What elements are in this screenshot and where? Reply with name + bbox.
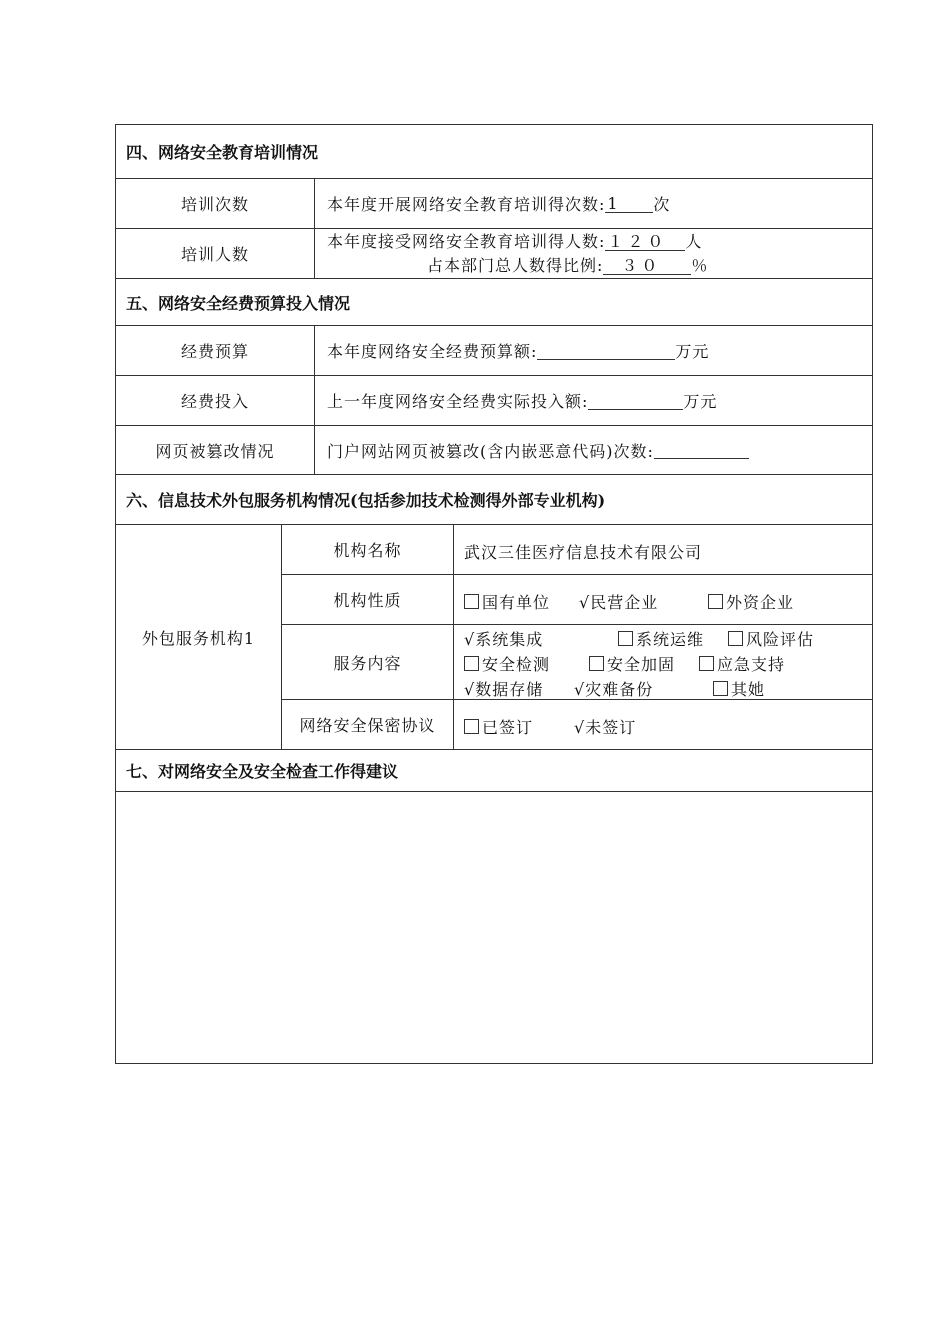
tamper-blank [654, 441, 749, 459]
option-label: √民营企业 [579, 593, 659, 612]
budget-blank [537, 342, 675, 360]
option-label: √数据存储 [464, 680, 544, 699]
nda-label: 网络安全保密协议 [299, 716, 436, 735]
checkbox-icon [464, 594, 479, 609]
training-count-text: 本年度开展网络安全教育培训得次数: [327, 195, 606, 214]
option-label: √系统集成 [464, 630, 544, 649]
invest-unit: 万元 [683, 392, 718, 411]
invest-blank [588, 392, 683, 410]
training-people-unit: 人 [685, 231, 703, 251]
nda-signed-option[interactable] [464, 715, 533, 738]
org-nature-label: 机构性质 [333, 591, 402, 610]
service-ops-option[interactable] [618, 627, 704, 650]
option-label: 外资企业 [726, 593, 795, 612]
option-label: 已签订 [482, 718, 534, 737]
checkbox-icon [464, 656, 479, 671]
org-name-label: 机构名称 [333, 541, 402, 560]
budget-unit: 万元 [675, 342, 710, 361]
option-label: 系统运维 [636, 630, 705, 649]
option-label: 风险评估 [746, 630, 815, 649]
nature-state-option[interactable] [464, 590, 550, 613]
tamper-label: 网页被篡改情况 [116, 426, 315, 474]
checkbox-icon [728, 631, 743, 646]
outsourcing-block [116, 525, 872, 750]
org-name-value: 武汉三佳医疗信息技术有限公司 [464, 543, 703, 562]
section4-title: 四、网络安全教育培训情况 [126, 143, 319, 162]
checkbox-icon [618, 631, 633, 646]
option-label: 其她 [731, 680, 766, 699]
suggestions-area[interactable] [116, 792, 872, 1063]
service-detect-option[interactable] [464, 652, 550, 675]
section7-title: 七、对网络安全及安全检查工作得建议 [126, 762, 399, 781]
nature-foreign-option[interactable] [708, 590, 794, 613]
tamper-row [116, 426, 872, 475]
section5-title: 五、网络安全经费预算投入情况 [126, 293, 351, 313]
training-people-value-cell [315, 229, 872, 278]
divider [453, 525, 454, 749]
tamper-text: 门户网站网页被篡改(含内嵌恶意代码)次数: [327, 441, 654, 461]
training-people-label: 培训人数 [116, 229, 315, 278]
training-ratio-text: 占本部门总人数得比例: [427, 255, 604, 275]
training-ratio-unit: ％ [691, 255, 709, 275]
invest-value-cell [315, 376, 872, 425]
budget-label: 经费预算 [116, 326, 315, 375]
service-risk-option[interactable] [728, 627, 814, 650]
checkbox-icon [713, 681, 728, 696]
tamper-value-cell [315, 426, 872, 474]
budget-row [116, 326, 872, 376]
option-label: 安全检测 [482, 655, 551, 674]
checkbox-icon [708, 594, 723, 609]
service-storage-option[interactable] [464, 677, 543, 700]
checkbox-icon [464, 719, 479, 734]
org-label: 外包服务机构1 [141, 628, 256, 648]
training-people-line1 [327, 230, 702, 254]
invest-row [116, 376, 872, 426]
training-people-value: １２０ [605, 233, 685, 251]
training-count-value-cell [315, 179, 872, 228]
service-backup-option[interactable] [574, 677, 653, 700]
service-other-option[interactable] [713, 677, 765, 700]
section7-header [116, 750, 872, 792]
service-label: 服务内容 [333, 653, 402, 673]
service-integration-option[interactable] [464, 627, 543, 650]
budget-value-cell [315, 326, 872, 375]
training-count-unit: 次 [653, 195, 671, 214]
training-people-row [116, 229, 872, 279]
checkbox-icon [589, 656, 604, 671]
section4-header [116, 125, 872, 179]
security-report-table [115, 124, 873, 1064]
invest-text: 上一年度网络安全经费实际投入额: [327, 392, 589, 411]
nature-private-option[interactable] [579, 590, 658, 613]
section5-header [116, 279, 872, 326]
training-count-row [116, 179, 872, 229]
training-count-label: 培训次数 [116, 179, 315, 228]
option-label: √灾难备份 [574, 680, 654, 699]
service-harden-option[interactable] [589, 652, 675, 675]
option-label: 应急支持 [717, 655, 786, 674]
budget-text: 本年度网络安全经费预算额: [327, 342, 538, 361]
nda-unsigned-option[interactable] [574, 715, 636, 738]
training-ratio-value: ３０ [603, 257, 691, 275]
invest-label: 经费投入 [116, 376, 315, 425]
training-people-line2 [327, 254, 708, 278]
section6-title: 六、信息技术外包服务机构情况(包括参加技术检测得外部专业机构) [126, 491, 606, 510]
option-label: 国有单位 [482, 593, 551, 612]
checkbox-icon [699, 656, 714, 671]
training-people-text: 本年度接受网络安全教育培训得人数: [327, 231, 606, 251]
option-label: √未签订 [574, 718, 637, 737]
training-count-value: 1 [605, 195, 653, 213]
service-emergency-option[interactable] [699, 652, 785, 675]
option-label: 安全加固 [607, 655, 676, 674]
section6-header [116, 475, 872, 525]
